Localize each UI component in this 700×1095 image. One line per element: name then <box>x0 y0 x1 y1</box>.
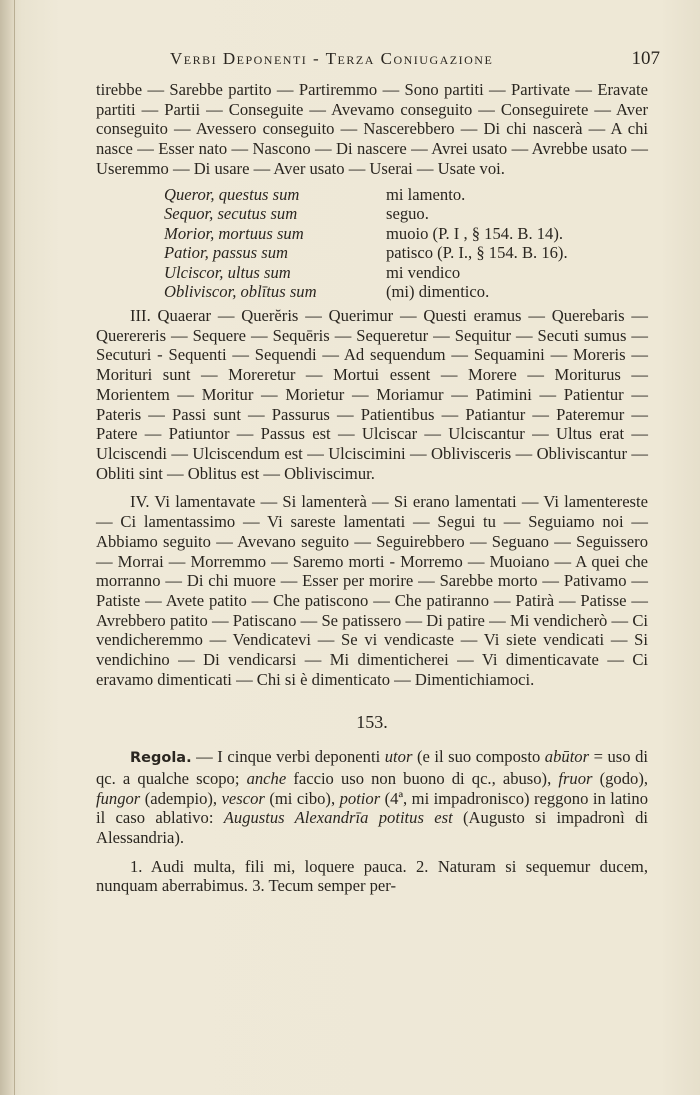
exercise-iii: III. Quaerar — Querĕris — Querimur — Questi eramus — Querebaris — Querereris — Sequere — Sequēris — Sequeretur — Sequitur — Secuti sumus — Secuturi - Sequenti — Sequendi — Ad sequendum — Sequamini — Moreris — Morituri sunt — Moreretur — Mortui essent — Morere — Moriturus — Morientem — Moritur — Morietur — Moriamur — Patimini — Patientur — Pateris — Passi sunt — Passurus — Patientibus — Patiantur — Pateremur — Patere — Patiuntor — Passus est — Ulciscar — Ulciscantur — Ultus erat — Ulciscendi — Ulciscendum est — Ulciscimini — Oblivisceris — Obliviscantur — Obliti sint — Oblitus est — Obliviscimur. <box>96 306 648 483</box>
rule-text: (mi cibo), <box>264 788 340 808</box>
verb-row <box>164 204 568 224</box>
rule-text: faccio uso non buono di qc., abuso), <box>286 768 559 788</box>
verb-row <box>164 263 568 283</box>
verb-italian: muoio (P. I , § 154. B. 14). <box>386 223 564 243</box>
verb-italian: (mi) dimentico. <box>386 282 490 302</box>
verb-italian: mi lamento. <box>386 184 466 204</box>
verb-row <box>164 243 568 263</box>
rule-label: Regola. <box>130 750 192 767</box>
verb-row <box>164 224 568 244</box>
section-number: 153. <box>356 712 388 733</box>
verb-row <box>164 185 568 205</box>
verb-latin: Obliviscor, oblītus sum <box>164 282 317 302</box>
verb-italian: seguo. <box>386 204 429 224</box>
page-number: 107 <box>631 48 660 69</box>
rule-example: Augustus Alexandrīa potitus est <box>223 808 453 828</box>
verb-latin: Morior, mortuus sum <box>164 223 304 243</box>
rule-text: (adempio), <box>140 788 222 808</box>
final-paragraph: 1. Audi multa, fili mi, loquere pauca. 2. Naturam si sequemur ducem, nunquam aberrabimus. 3. Tecum semper per- <box>96 856 648 896</box>
running-head: Verbi Deponenti - Terza Coniugazione <box>170 49 494 68</box>
rule-emphasis: anche <box>246 768 287 788</box>
verb-row <box>164 282 568 302</box>
rule-paragraph <box>96 747 648 848</box>
verb-latin: Sequor, secutus sum <box>164 204 298 224</box>
rule-verb: abūtor <box>544 747 590 767</box>
verb-latin: Queror, questus sum <box>164 184 300 204</box>
verb-italian: mi vendico <box>386 262 461 282</box>
rule-text: (e il suo composto <box>412 747 545 767</box>
intro-paragraph: tirebbe — Sarebbe partito — Partiremmo — Sono partiti — Partivate — Eravate partiti — Partii — Conseguite — Avevamo conseguito — Conseguirete — Aver conseguito — Avessero conseguito — Nascerebbero — Di chi nascerà — A chi nasce — Esser nato — Nascono — Di nascere — Avrei usato — Avrebbe usato — Useremmo — Di usare — Aver usato — Userai — Usate voi. <box>96 80 648 178</box>
rule-verb: fungor <box>96 788 141 808</box>
rule-text: (4ª, mi impadronisco) reggono in latino il caso ablativo: <box>96 788 649 828</box>
verb-latin: Patior, passus sum <box>164 243 289 263</box>
page-content <box>96 80 648 896</box>
page-header <box>100 48 660 76</box>
rule-verb: potior <box>339 788 381 808</box>
verb-italian: patisco (P. I., § 154. B. 16). <box>386 243 568 263</box>
rule-verb: vescor <box>221 788 265 808</box>
deponent-verb-table <box>164 185 568 303</box>
rule-text: — I cinque verbi deponenti <box>191 747 385 767</box>
rule-verb: utor <box>384 747 413 767</box>
rule-text: (Augusto si impadronì di Alessandria). <box>96 808 648 847</box>
exercise-iv: IV. Vi lamentavate — Si lamenterà — Si erano lamentati — Vi lamentereste — Ci lamentassimo — Vi sareste lamentati — Segui tu — Seguiamo noi — Abbiamo seguito — Avevano seguito — Seguirebbero — Seguano — Seguissero — Morrai — Morremmo — Saremo morti - Morremo — Muoiano — A quei che morranno — Di chi muore — Esser per morire — Sarebbe morto — Pativamo — Patiste — Avete patito — Che patiscono — Che patiranno — Patirà — Patisse — Avrebbero patito — Patiscano — Se patissero — Di patire — Mi vendicherò — Ci vendicheremmo — Vendicatevi — Se vi vendicaste — Vi siete vendicati — Si vendichino — Di vendicarsi — Mi dimenticherei — Vi dimenticavate — Ci eravamo dimenticati — Chi si è dimenticato — Dimentichiamoci. <box>96 492 648 689</box>
rule-verb: fruor <box>558 768 593 788</box>
rule-text: (godo), <box>592 768 648 788</box>
rule-text: = uso di qc. a qualche scopo; <box>96 747 648 788</box>
book-spine <box>0 0 15 1095</box>
verb-latin: Ulciscor, ultus sum <box>164 262 291 282</box>
